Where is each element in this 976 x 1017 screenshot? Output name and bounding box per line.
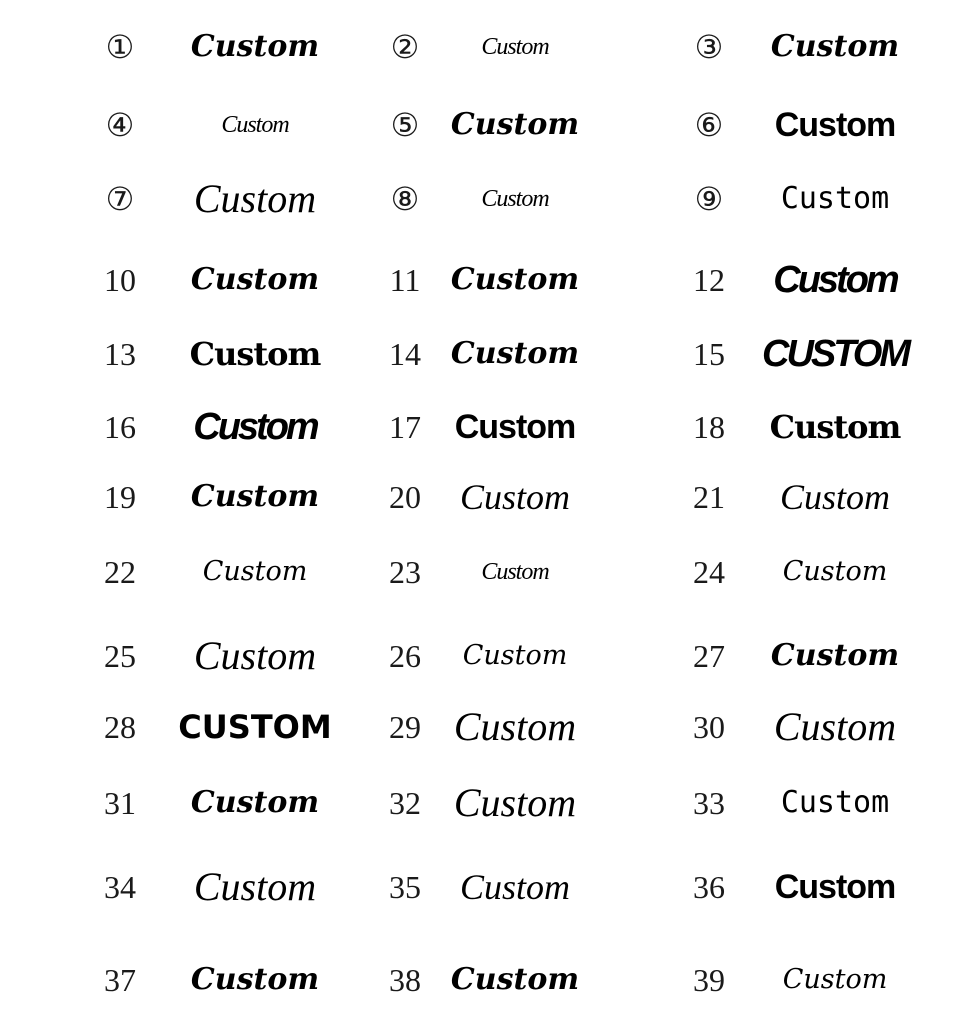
font-number-35: 35 xyxy=(389,869,421,905)
font-sample-18: Custom xyxy=(769,408,901,446)
font-number-8: ⑧ xyxy=(390,181,420,217)
font-number-21: 21 xyxy=(693,479,725,515)
font-sample-10: Custom xyxy=(190,262,320,297)
font-sample-7: Custom xyxy=(193,176,317,221)
font-sample-12: Custom xyxy=(773,259,897,301)
font-sample-24: Custom xyxy=(782,556,888,587)
font-sample-25: Custom xyxy=(193,633,317,678)
font-sample-30: Custom xyxy=(773,704,897,749)
font-number-15: 15 xyxy=(693,336,725,372)
font-sample-14: Custom xyxy=(450,336,580,371)
font-sample-4: Custom xyxy=(221,112,289,138)
font-number-36: 36 xyxy=(693,869,725,905)
font-number-23: 23 xyxy=(389,554,421,590)
font-number-4: ④ xyxy=(105,107,135,143)
font-sample-31: Custom xyxy=(190,785,320,820)
font-sample-22: Custom xyxy=(202,556,308,587)
font-number-20: 20 xyxy=(389,479,421,515)
font-sample-32: Custom xyxy=(453,780,577,825)
font-sample-23: Custom xyxy=(481,559,549,585)
font-sample-26: Custom xyxy=(462,640,568,671)
font-sample-17: Custom xyxy=(454,408,576,446)
font-sample-11: Custom xyxy=(450,262,580,297)
font-number-9: ⑨ xyxy=(694,181,724,217)
font-sample-29: Custom xyxy=(453,704,577,749)
font-sample-38: Custom xyxy=(450,962,580,997)
font-sample-3: Custom xyxy=(770,29,900,64)
font-number-24: 24 xyxy=(693,554,725,590)
font-number-37: 37 xyxy=(104,962,136,998)
font-sample-6: Custom xyxy=(774,106,896,144)
font-number-33: 33 xyxy=(693,785,725,821)
font-number-7: ⑦ xyxy=(105,181,135,217)
font-number-31: 31 xyxy=(104,785,136,821)
font-sample-36: Custom xyxy=(774,868,896,906)
font-sample-13: Custom xyxy=(189,335,321,373)
font-number-26: 26 xyxy=(389,638,421,674)
font-sample-5: Custom xyxy=(450,107,580,142)
font-sample-1: Custom xyxy=(190,29,320,64)
font-number-29: 29 xyxy=(389,709,421,745)
font-sample-15: CUSTOM xyxy=(762,333,908,375)
font-number-22: 22 xyxy=(104,554,136,590)
font-number-27: 27 xyxy=(693,638,725,674)
font-sample-27: Custom xyxy=(770,638,900,673)
font-sample-20: Custom xyxy=(459,477,571,517)
font-sample-37: Custom xyxy=(190,962,320,997)
font-number-14: 14 xyxy=(389,336,421,372)
font-sample-8: Custom xyxy=(481,186,549,212)
font-number-10: 10 xyxy=(104,262,136,298)
font-number-13: 13 xyxy=(104,336,136,372)
font-number-16: 16 xyxy=(104,409,136,445)
font-sample-34: Custom xyxy=(193,864,317,909)
font-number-12: 12 xyxy=(693,262,725,298)
font-number-25: 25 xyxy=(104,638,136,674)
font-number-34: 34 xyxy=(104,869,136,905)
font-number-18: 18 xyxy=(693,409,725,445)
font-sample-21: Custom xyxy=(779,477,891,517)
font-number-6: ⑥ xyxy=(694,107,724,143)
font-number-5: ⑤ xyxy=(390,107,420,143)
font-number-38: 38 xyxy=(389,962,421,998)
font-sample-28: CUSTOM xyxy=(178,708,332,746)
font-number-32: 32 xyxy=(389,785,421,821)
font-number-17: 17 xyxy=(389,409,421,445)
font-sample-39: Custom xyxy=(782,964,888,995)
font-sample-16: Custom xyxy=(193,406,317,448)
font-number-3: ③ xyxy=(694,29,724,65)
font-number-2: ② xyxy=(390,29,420,65)
font-sample-2: Custom xyxy=(481,34,549,60)
font-number-30: 30 xyxy=(693,709,725,745)
font-sample-19: Custom xyxy=(190,479,320,514)
font-sample-35: Custom xyxy=(459,867,571,907)
font-sample-9: Custom xyxy=(780,181,890,216)
font-number-19: 19 xyxy=(104,479,136,515)
font-number-11: 11 xyxy=(389,262,421,298)
font-number-1: ① xyxy=(105,29,135,65)
font-number-39: 39 xyxy=(693,962,725,998)
font-number-28: 28 xyxy=(104,709,136,745)
font-sample-33: Custom xyxy=(780,785,890,820)
